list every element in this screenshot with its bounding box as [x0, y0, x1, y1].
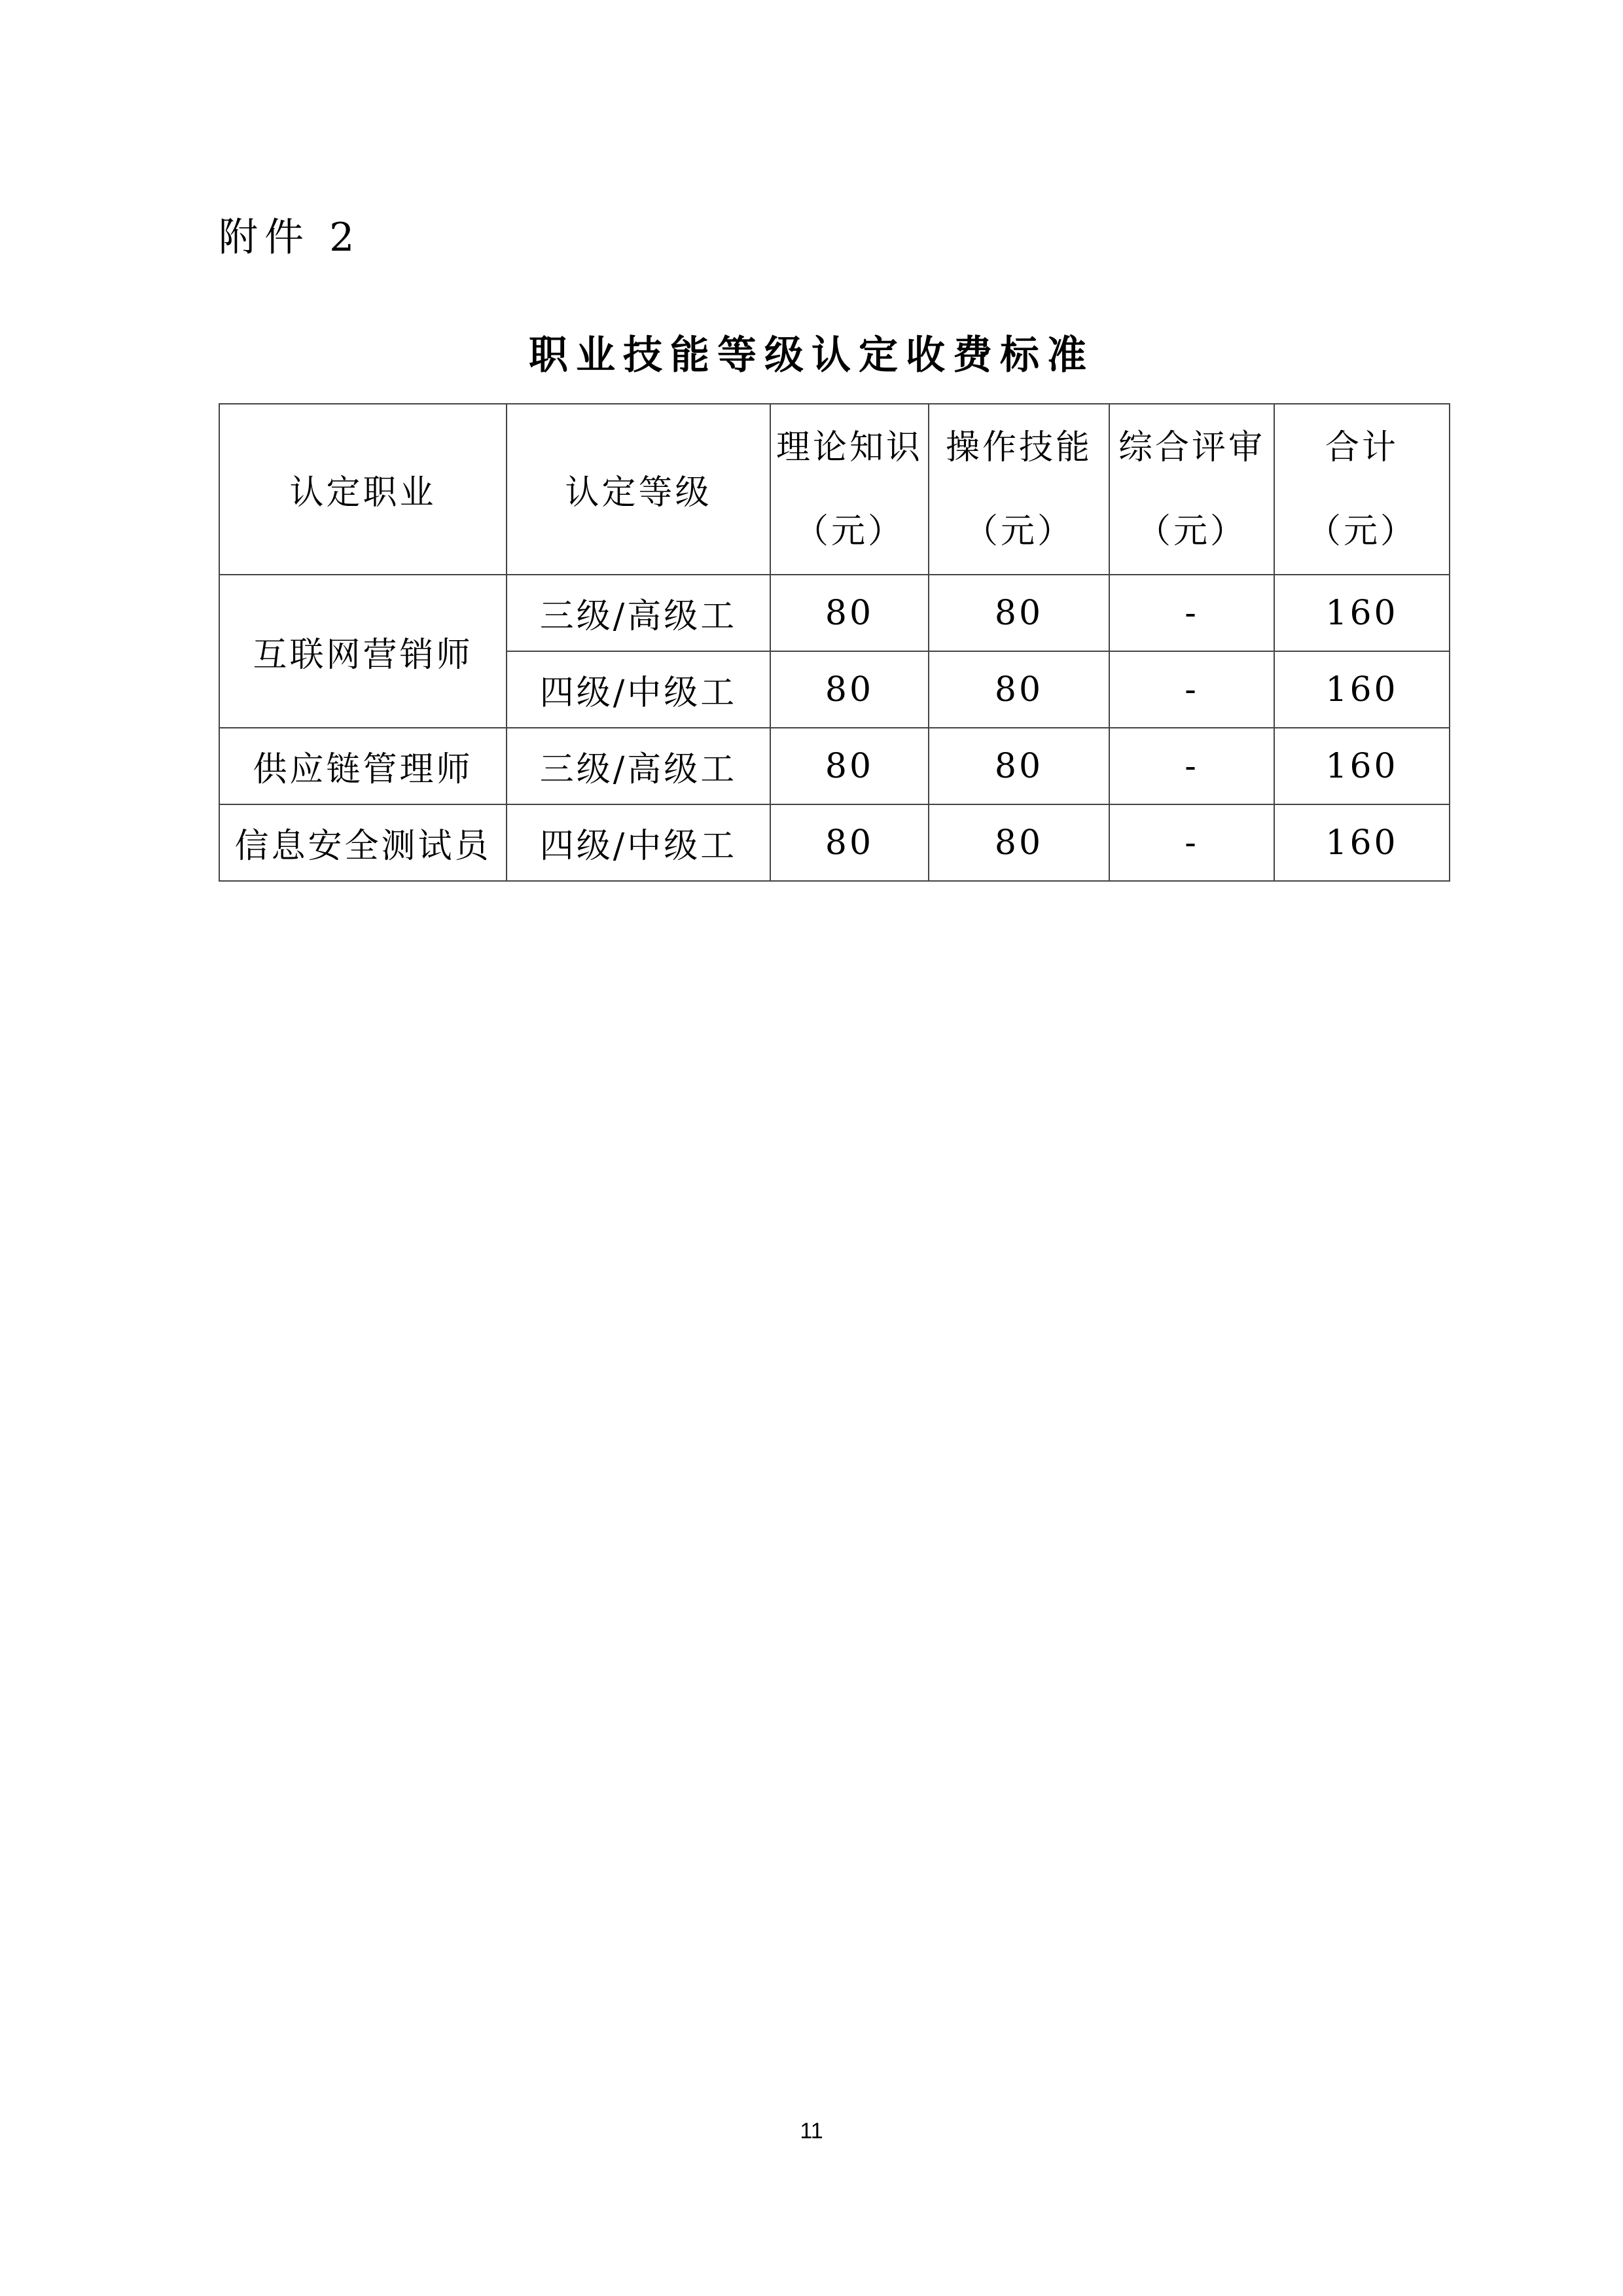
page-number: 11 [800, 2119, 823, 2144]
document-title: 职业技能等级认定收费标准 [529, 332, 1094, 378]
occupation-cell: 信息安全测试员 [219, 804, 507, 881]
total-fee-cell: 160 [1274, 575, 1450, 651]
header-practical [929, 404, 1109, 575]
header-review [1109, 404, 1274, 575]
total-fee-cell: 160 [1274, 804, 1450, 881]
review-fee-cell: - [1109, 728, 1274, 804]
fee-standard-table [219, 403, 1450, 882]
practical-fee-cell: 80 [929, 651, 1109, 728]
review-fee-cell: - [1109, 651, 1274, 728]
total-fee-cell: 160 [1274, 651, 1450, 728]
level-cell: 四级/中级工 [507, 804, 770, 881]
practical-fee-cell: 80 [929, 804, 1109, 881]
attachment-label: 附件 2 [219, 215, 361, 260]
occupation-cell: 供应链管理师 [219, 728, 507, 804]
table-row [219, 575, 1450, 651]
total-fee-cell: 160 [1274, 728, 1450, 804]
theory-fee-cell: 80 [770, 575, 929, 651]
table-row [219, 728, 1450, 804]
review-fee-cell: - [1109, 804, 1274, 881]
header-occupation [219, 404, 507, 575]
occupation-cell: 互联网营销师 [219, 575, 507, 728]
header-total [1274, 404, 1450, 575]
header-theory [770, 404, 929, 575]
practical-fee-cell: 80 [929, 728, 1109, 804]
header-occupation-label: 认定职业 [289, 473, 437, 512]
theory-fee-cell: 80 [770, 804, 929, 881]
practical-fee-cell: 80 [929, 575, 1109, 651]
header-practical-unit: （元） [963, 511, 1074, 551]
header-practical-label: 操作技能 [945, 427, 1092, 467]
review-fee-cell: - [1109, 575, 1274, 651]
header-review-unit: （元） [1136, 511, 1247, 551]
table-row [219, 804, 1450, 881]
level-cell: 三级/高级工 [507, 575, 770, 651]
theory-fee-cell: 80 [770, 728, 929, 804]
header-theory-unit: （元） [794, 511, 904, 551]
table-header-row [219, 404, 1450, 575]
level-cell: 四级/中级工 [507, 651, 770, 728]
level-cell: 三级/高级工 [507, 728, 770, 804]
header-theory-label: 理论知识 [776, 427, 923, 467]
header-total-unit: （元） [1306, 511, 1417, 551]
header-total-label: 合计 [1325, 427, 1399, 467]
theory-fee-cell: 80 [770, 651, 929, 728]
header-level-label: 认定等级 [565, 473, 712, 512]
header-review-label: 综合评审 [1118, 427, 1265, 467]
header-level [507, 404, 770, 575]
